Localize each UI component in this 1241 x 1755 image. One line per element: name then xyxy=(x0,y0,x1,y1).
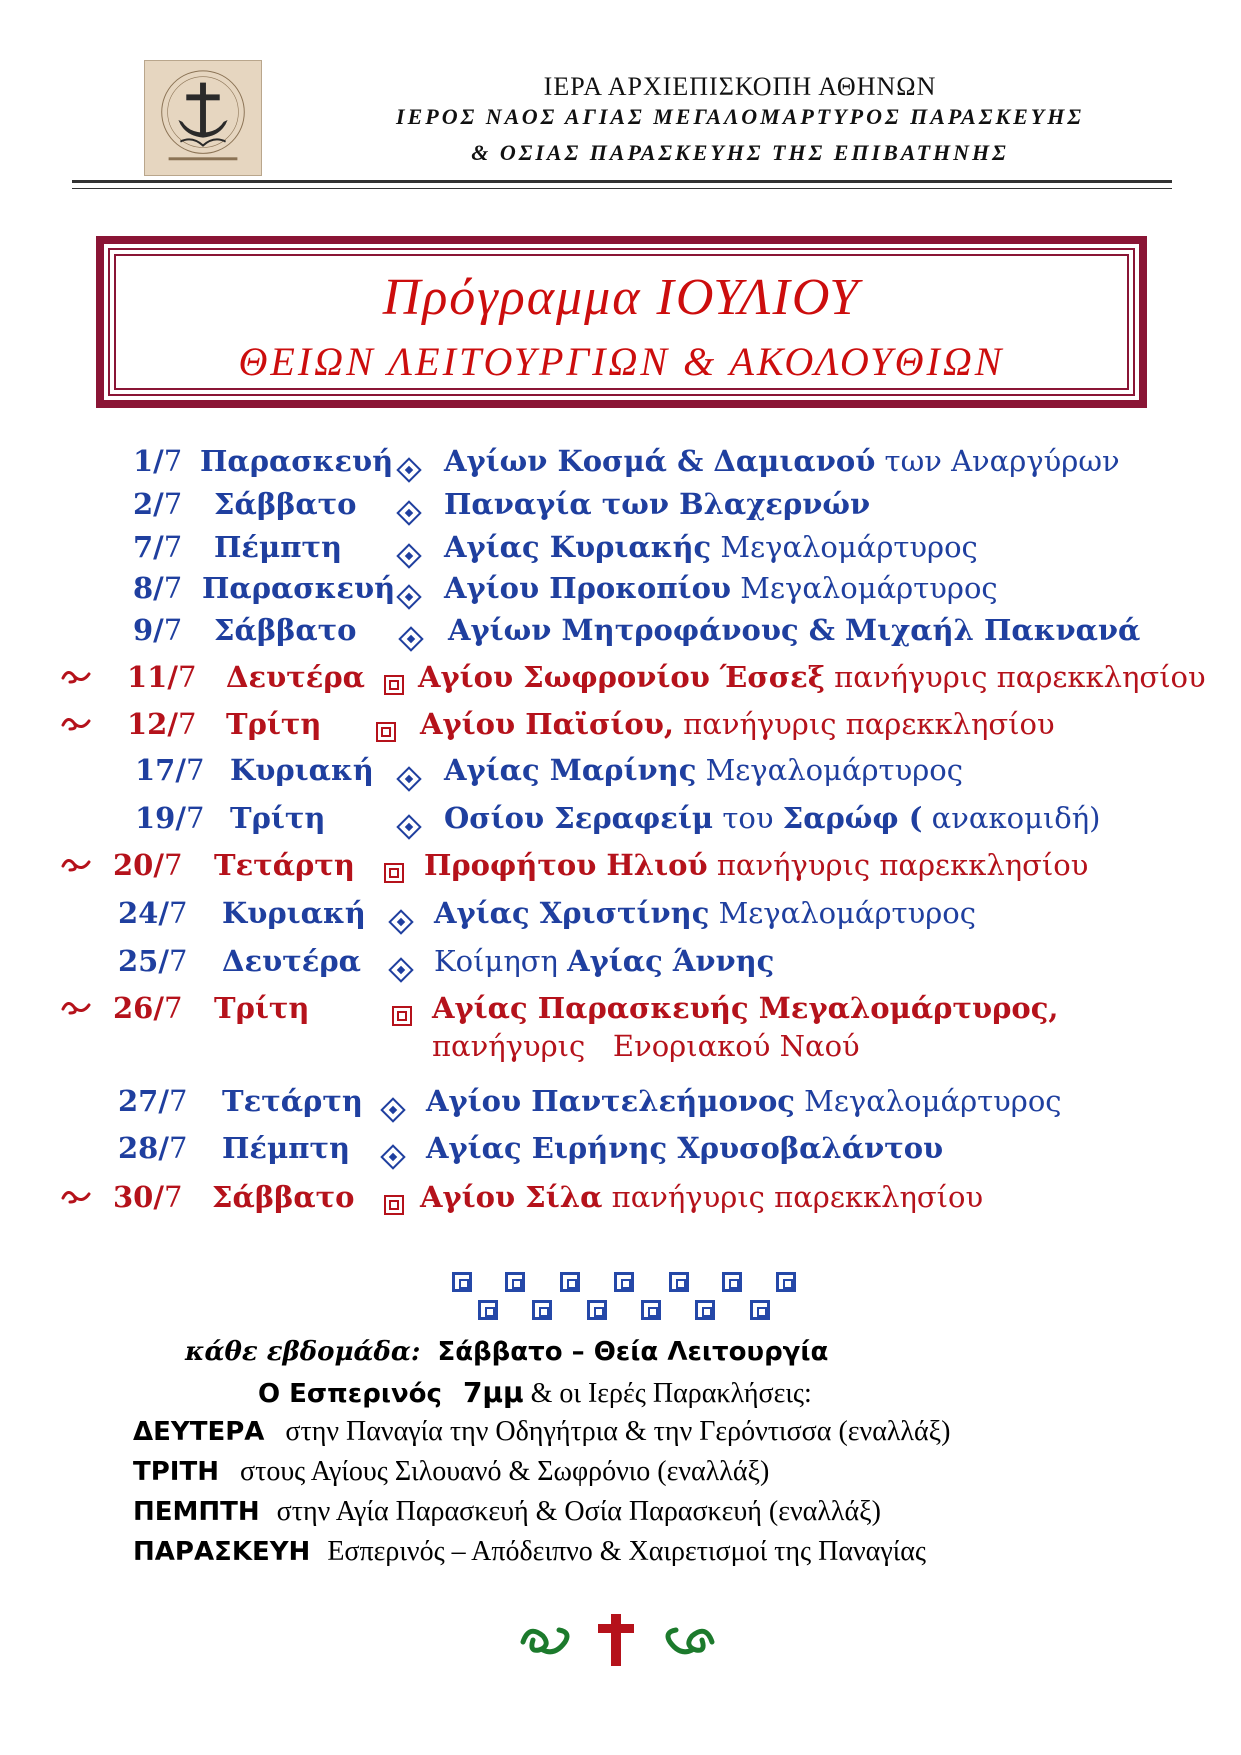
square-bullet-icon xyxy=(384,856,404,890)
vespers-text: & οι Ιερές Παρακλήσεις: xyxy=(530,1378,812,1409)
schedule-feast xyxy=(434,944,774,978)
schedule-row xyxy=(0,1180,1241,1220)
meander-square-icon xyxy=(722,1272,742,1292)
square-bullet-icon xyxy=(392,999,412,1033)
feast-note: πανήγυρις παρεκκλησίου xyxy=(673,707,1055,741)
square-bullet-icon xyxy=(376,715,396,749)
feast-note: Μεγαλομάρτυρος xyxy=(731,571,998,605)
feast-name: Αγίας Μαρίνης xyxy=(444,753,697,787)
schedule-row xyxy=(0,660,1241,700)
weekly-day: ΔΕΥΤΕΡΑ xyxy=(133,1417,265,1447)
schedule-row xyxy=(0,487,1241,527)
schedule-date: 25/7 xyxy=(118,944,188,978)
feast-name: Αγίας Κυριακής xyxy=(444,530,712,564)
schedule-row xyxy=(0,896,1241,936)
schedule-row xyxy=(0,991,1241,1063)
feast-marker-icon xyxy=(60,997,92,1023)
schedule-row xyxy=(0,1131,1241,1171)
schedule-date: 26/7 xyxy=(113,991,183,1025)
schedule-day: Παρασκευή xyxy=(202,571,396,605)
feast-name: Αγίας Άννης xyxy=(567,944,775,978)
feast-name: Αγίου Παντελεήμονος xyxy=(426,1084,795,1118)
weekly-intro-label: κάθε εβδομάδα: xyxy=(185,1337,421,1367)
vespers-label: Ο Εσπερινός xyxy=(258,1379,442,1409)
schedule-day: Τρίτη xyxy=(226,707,322,741)
feast-marker-icon xyxy=(60,713,92,739)
feast-note: Μεγαλομάρτυρος xyxy=(794,1084,1062,1118)
schedule-row xyxy=(0,848,1241,888)
diamond-bullet-icon xyxy=(384,1092,402,1126)
schedule-date: 9/7 xyxy=(133,613,183,647)
feast-name: Αγίας Ειρήνης Χρυσοβαλάντου xyxy=(426,1131,944,1165)
schedule-date: 27/7 xyxy=(118,1084,188,1118)
schedule-date: 19/7 xyxy=(135,801,205,835)
meander-square-icon xyxy=(641,1300,661,1320)
schedule-feast xyxy=(426,1084,1062,1118)
schedule-day: Δευτέρα xyxy=(222,944,361,978)
feast-name2: Σαρώφ ( xyxy=(782,801,923,835)
feast-name: Αγίων Κοσμά & Δαμιανού xyxy=(444,444,876,478)
schedule-feast xyxy=(444,753,963,787)
page-subtitle: ΘΕΙΩΝ ΛΕΙΤΟΥΡΓΙΩΝ & ΑΚΟΛΟΥΘΙΩΝ xyxy=(238,339,1005,384)
diamond-bullet-icon xyxy=(400,809,418,843)
feast-name: Αγίων Μητροφάνους & Μιχαήλ Πακνανά xyxy=(448,613,1141,647)
schedule-feast xyxy=(444,487,870,521)
leaf-ornament-icon xyxy=(523,1630,567,1652)
schedule-day: Τρίτη xyxy=(214,991,310,1025)
vespers-time: 7μμ xyxy=(462,1376,524,1409)
schedule-row xyxy=(0,530,1241,570)
schedule-day: Πέμπτη xyxy=(222,1131,351,1165)
leaf-ornament-icon xyxy=(668,1630,712,1652)
header-rule xyxy=(72,180,1172,183)
schedule-day: Δευτέρα xyxy=(226,660,365,694)
feast-mid: του xyxy=(713,801,783,835)
diamond-bullet-icon xyxy=(402,621,420,655)
schedule-day: Τετάρτη xyxy=(222,1084,363,1118)
weekly-intro xyxy=(185,1336,828,1368)
square-bullet-icon xyxy=(384,1188,404,1222)
schedule-day: Τετάρτη xyxy=(214,848,355,882)
vespers-line xyxy=(258,1376,812,1410)
church-name-line: ΙΕΡΟΣ ΝΑΟΣ ΑΓΙΑΣ ΜΕΓΑΛΟΜΑΡΤΥΡΟΣ ΠΑΡΑΣΚΕΥΗΣ xyxy=(396,104,1084,129)
feast-name: Προφήτου Ηλιού xyxy=(424,848,708,882)
schedule-row xyxy=(0,707,1241,747)
schedule-day: Σάββατο xyxy=(214,613,357,647)
feast-note: ανακομιδή) xyxy=(922,801,1101,835)
schedule-date: 12/7 xyxy=(127,707,197,741)
schedule-feast xyxy=(426,1131,943,1165)
weekly-item xyxy=(133,1456,769,1488)
schedule-day: Παρασκευή xyxy=(200,444,394,478)
diamond-bullet-icon xyxy=(400,761,418,795)
diamond-bullet-icon xyxy=(400,495,418,529)
feast-note: Μεγαλομάρτυρος xyxy=(696,753,963,787)
weekly-text: Εσπερινός – Απόδειπνο & Χαιρετισμοί της Παναγίας xyxy=(327,1536,926,1567)
schedule-row xyxy=(0,944,1241,984)
feast-note: των Αναργύρων xyxy=(875,444,1120,478)
schedule-date: 1/7 xyxy=(133,444,183,478)
weekly-item xyxy=(133,1536,926,1568)
seal-emblem xyxy=(144,60,262,176)
schedule-date: 20/7 xyxy=(113,848,183,882)
feast-prefix: Κοίμηση xyxy=(434,944,568,978)
church-name-line2: & ΟΣΙΑΣ ΠΑΡΑΣΚΕΥΗΣ ΤΗΣ ΕΠΙΒΑΤΗΝΗΣ xyxy=(471,140,1009,165)
schedule-row xyxy=(0,613,1241,653)
cross-icon xyxy=(598,1614,634,1666)
diamond-bullet-icon xyxy=(400,538,418,572)
cross-anchor-icon xyxy=(145,61,261,175)
meander-square-icon xyxy=(750,1300,770,1320)
feast-marker-icon xyxy=(60,1186,92,1212)
meander-square-icon xyxy=(614,1272,634,1292)
schedule-date: 7/7 xyxy=(133,530,183,564)
weekly-day: ΠΑΡΑΣΚΕΥΗ xyxy=(133,1537,311,1567)
schedule-row xyxy=(0,753,1241,793)
schedule-feast xyxy=(434,896,976,930)
schedule-feast xyxy=(420,707,1055,741)
diamond-bullet-icon xyxy=(392,904,410,938)
diamond-bullet-icon xyxy=(400,452,418,486)
meander-square-icon xyxy=(452,1272,472,1292)
feast-name: Αγίου Σωφρονίου Έσσεξ xyxy=(418,660,825,694)
schedule-day: Σάββατο xyxy=(212,1180,355,1214)
weekly-day: ΤΡΙΤΗ xyxy=(133,1457,219,1487)
schedule-day: Κυριακή xyxy=(230,753,374,787)
schedule-row xyxy=(0,571,1241,611)
header-rule-thin xyxy=(72,188,1172,189)
feast-note: Μεγαλομάρτυρος xyxy=(709,896,976,930)
weekly-day: ΠΕΜΠΤΗ xyxy=(133,1497,260,1527)
feast-name: Αγίου Σίλα xyxy=(420,1180,603,1214)
schedule-feast xyxy=(444,530,978,564)
meander-square-icon xyxy=(587,1300,607,1320)
weekly-text: στους Αγίους Σιλουανό & Σωφρόνιο (εναλλάξ) xyxy=(239,1456,770,1487)
feast-note: πανήγυρις παρεκκλησίου xyxy=(824,660,1206,694)
weekly-text: στην Αγία Παρασκευή & Οσία Παρασκευή (εναλλάξ) xyxy=(276,1496,881,1527)
feast-name: Αγίου Παϊσίου, xyxy=(420,707,674,741)
diamond-bullet-icon xyxy=(392,952,410,986)
diamond-bullet-icon xyxy=(384,1139,402,1173)
meander-square-icon xyxy=(478,1300,498,1320)
schedule-feast xyxy=(448,613,1140,647)
feast-name: Αγίας Παρασκευής Μεγαλομάρτυρος, xyxy=(432,991,1059,1025)
schedule-day: Σάββατο xyxy=(214,487,357,521)
schedule-date: 11/7 xyxy=(127,660,197,694)
schedule-row xyxy=(0,444,1241,484)
feast-name: Αγίας Χριστίνης xyxy=(434,896,710,930)
schedule-feast xyxy=(432,991,1058,1025)
meander-square-icon xyxy=(560,1272,580,1292)
meander-square-icon xyxy=(532,1300,552,1320)
weekly-intro-text: Σάββατο – Θεία Λειτουργία xyxy=(437,1337,829,1367)
meander-square-icon xyxy=(505,1272,525,1292)
schedule-feast xyxy=(444,571,998,605)
feast-marker-icon xyxy=(60,666,92,692)
schedule-date: 24/7 xyxy=(118,896,188,930)
schedule-date: 17/7 xyxy=(135,753,205,787)
schedule-day: Πέμπτη xyxy=(214,530,343,564)
schedule-feast xyxy=(444,444,1120,478)
feast-marker-icon xyxy=(60,854,92,880)
feast-note: πανήγυρις Ενοριακού Ναού xyxy=(432,1029,860,1063)
archdiocese-line: ΙΕΡΑ ΑΡΧΙΕΠΙΣΚΟΠΗ ΑΘΗΝΩΝ xyxy=(543,72,937,101)
feast-note: πανήγυρις παρεκκλησίου xyxy=(707,848,1089,882)
feast-name: Οσίου Σεραφείμ xyxy=(444,801,714,835)
meander-square-icon xyxy=(669,1272,689,1292)
schedule-feast xyxy=(424,848,1088,882)
schedule-row xyxy=(0,1084,1241,1124)
schedule-day: Τρίτη xyxy=(230,801,326,835)
schedule-date: 28/7 xyxy=(118,1131,188,1165)
weekly-item xyxy=(133,1416,951,1448)
feast-note: πανήγυρις παρεκκλησίου xyxy=(602,1180,984,1214)
schedule-feast xyxy=(418,660,1206,694)
schedule-date: 8/7 xyxy=(133,571,183,605)
footer-ornament xyxy=(515,1610,720,1670)
weekly-item xyxy=(133,1496,881,1528)
schedule-date: 2/7 xyxy=(133,487,183,521)
schedule-feast xyxy=(444,801,1100,835)
schedule-date: 30/7 xyxy=(113,1180,183,1214)
page-title: Πρόγραμμα ΙΟΥΛΙΟΥ xyxy=(382,269,861,326)
title-frame xyxy=(96,236,1147,408)
feast-name: Παναγία των Βλαχερνών xyxy=(444,487,871,521)
feast-name: Αγίου Προκοπίου xyxy=(444,571,732,605)
meander-square-icon xyxy=(695,1300,715,1320)
feast-note: Μεγαλομάρτυρος xyxy=(711,530,978,564)
meander-square-icon xyxy=(776,1272,796,1292)
square-bullet-icon xyxy=(384,668,404,702)
schedule-feast xyxy=(420,1180,983,1214)
schedule-row xyxy=(0,801,1241,841)
weekly-text: στην Παναγία την Οδηγήτρια & την Γερόντισσα (εναλλάξ) xyxy=(285,1416,951,1447)
schedule-day: Κυριακή xyxy=(222,896,366,930)
diamond-bullet-icon xyxy=(400,579,418,613)
